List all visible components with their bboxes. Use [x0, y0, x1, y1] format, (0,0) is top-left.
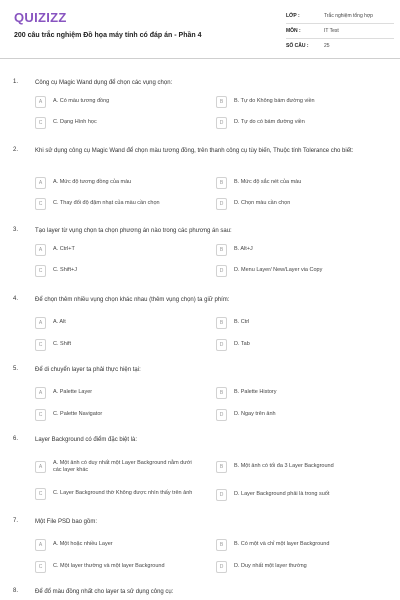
option-c[interactable]: [35, 408, 210, 421]
option-letter: D: [216, 409, 227, 421]
meta-label: MÔN :: [286, 28, 301, 34]
question-number: 6.: [13, 436, 19, 442]
option-letter: C: [35, 265, 46, 277]
option-letter: D: [216, 265, 227, 277]
option-d[interactable]: [216, 116, 391, 129]
option-text: B. Một ảnh có tối đa 3 Layer Background: [234, 463, 334, 469]
option-letter: C: [35, 339, 46, 351]
meta-row-count: [286, 39, 394, 53]
option-b[interactable]: [216, 460, 391, 473]
question-number: 7.: [13, 518, 19, 524]
option-a[interactable]: [35, 95, 210, 108]
option-letter: A: [35, 244, 46, 256]
option-c[interactable]: [35, 197, 210, 210]
option-text: C. Layer Background thờ Không được nhìn thấy trên ảnh: [53, 490, 193, 496]
page-header: [0, 0, 400, 59]
option-text: A. Có màu tương đồng: [53, 98, 110, 104]
meta-value: 25: [324, 43, 330, 49]
option-letter: A: [35, 177, 46, 189]
option-text: C. Shift+J: [53, 267, 77, 273]
meta-row-class: [286, 9, 394, 24]
question-number: 8.: [13, 588, 19, 594]
option-d[interactable]: [216, 408, 391, 421]
option-letter: B: [216, 461, 227, 473]
option-letter: B: [216, 177, 227, 189]
option-text: A. Mức độ tương đồng của màu: [53, 179, 132, 185]
option-text: A. Ctrl+T: [53, 246, 75, 252]
option-text: C. Dạng Hình học: [53, 119, 97, 125]
option-text: B. Mức độ sắc nét của màu: [234, 179, 302, 185]
option-letter: B: [216, 387, 227, 399]
option-text: D. Ngay trên ảnh: [234, 411, 276, 417]
question-text: Để di chuyển layer ta phải thực hiện tại:: [35, 367, 141, 373]
option-letter: C: [35, 117, 46, 129]
option-letter: B: [216, 317, 227, 329]
option-letter: C: [35, 198, 46, 210]
option-a[interactable]: [35, 458, 210, 475]
question-text: Khi sử dụng công cụ Magic Wand để chọn màu tương đồng, trên thanh công cụ tùy biến, Thuộc tính Tolerance cho biết:: [35, 148, 354, 154]
option-text: B. Có một và chỉ một layer Background: [234, 541, 330, 547]
option-text: B. Alt+J: [234, 246, 253, 252]
option-c[interactable]: [35, 338, 210, 351]
option-a[interactable]: [35, 176, 210, 189]
option-text: C. Palette Navigator: [53, 411, 103, 417]
option-letter: B: [216, 96, 227, 108]
option-letter: D: [216, 198, 227, 210]
option-letter: B: [216, 244, 227, 256]
option-text: A. Palette Layer: [53, 389, 93, 395]
option-a[interactable]: [35, 316, 210, 329]
question-number: 3.: [13, 227, 19, 233]
option-text: D. Chọn màu cần chọn: [234, 200, 291, 206]
question-number: 5.: [13, 366, 19, 372]
option-text: D. Tab: [234, 341, 250, 347]
option-letter: D: [216, 489, 227, 501]
question-text: Layer Background có điểm đặc biệt là:: [35, 437, 138, 443]
option-d[interactable]: [216, 338, 391, 351]
option-b[interactable]: [216, 316, 391, 329]
option-letter: A: [35, 461, 46, 473]
option-letter: C: [35, 561, 46, 573]
option-b[interactable]: [216, 538, 391, 551]
document-title: 200 câu trắc nghiệm Đồ họa máy tính có đáp án - Phần 4: [14, 32, 202, 39]
question-text: Tạo layer từ vụng chọn ta chọn phương án nào trong các phương án sau:: [35, 228, 232, 234]
option-text: A. Một hoặc nhiều Layer: [53, 541, 113, 547]
option-text: D. Tự do có bám đường viền: [234, 119, 305, 125]
option-text: B. Palette History: [234, 389, 277, 395]
option-d[interactable]: [216, 264, 391, 277]
option-letter: D: [216, 339, 227, 351]
option-text: A. Alt: [53, 319, 66, 325]
option-letter: C: [35, 488, 46, 500]
question-text: Một File PSD bao gồm:: [35, 519, 98, 525]
option-letter: C: [35, 409, 46, 421]
option-text: D. Menu Layer/ New/Layer via Copy: [234, 267, 323, 273]
question-text: Để đổ màu đồng nhất cho layer ta sử dụng công cụ:: [35, 589, 174, 595]
option-b[interactable]: [216, 243, 391, 256]
option-a[interactable]: [35, 243, 210, 256]
option-text: B. Tự do Không bám đường viền: [234, 98, 315, 104]
question-text: Để chọn thêm nhiều vụng chọn khác nhau (thêm vụng chọn) ta giữ phím:: [35, 297, 230, 303]
meta-value: Trắc nghiệm tổng hợp: [324, 13, 373, 19]
option-text: C. Thay đổi độ đậm nhạt của màu cần chọn: [53, 200, 160, 206]
option-letter: A: [35, 317, 46, 329]
option-letter: A: [35, 539, 46, 551]
option-d[interactable]: [216, 488, 391, 501]
option-b[interactable]: [216, 176, 391, 189]
meta-value: IT Test: [324, 28, 339, 34]
option-letter: A: [35, 96, 46, 108]
question-number: 1.: [13, 79, 19, 85]
option-letter: A: [35, 387, 46, 399]
option-b[interactable]: [216, 95, 391, 108]
option-c[interactable]: [35, 560, 210, 573]
quizizz-logo: QUIZIZZ: [14, 10, 67, 25]
option-letter: D: [216, 561, 227, 573]
meta-label: SỐ CÂU :: [286, 43, 309, 49]
option-text: D. Duy nhất một layer thường: [234, 563, 307, 569]
option-text: B. Ctrl: [234, 319, 250, 325]
option-a[interactable]: [35, 538, 210, 551]
option-b[interactable]: [216, 386, 391, 399]
option-c[interactable]: [35, 485, 210, 502]
option-d[interactable]: [216, 197, 391, 210]
option-text: C. Shift: [53, 341, 72, 347]
option-text: A. Một ảnh có duy nhất một Layer Background nằm dưới các layer khác: [53, 459, 192, 473]
option-d[interactable]: [216, 560, 391, 573]
question-text: Công cụ Magic Wand dụng để chọn các vụng chọn:: [35, 80, 173, 86]
meta-label: LỚP :: [286, 13, 300, 19]
option-c[interactable]: [35, 116, 210, 129]
option-text: C. Một layer thường và một layer Background: [53, 563, 165, 569]
option-letter: D: [216, 117, 227, 129]
document-meta-table: [286, 9, 394, 53]
question-number: 2.: [13, 147, 19, 153]
option-c[interactable]: [35, 264, 210, 277]
option-text: D. Layer Background phải là trong suốt: [234, 491, 330, 497]
question-number: 4.: [13, 296, 19, 302]
option-a[interactable]: [35, 386, 210, 399]
option-letter: B: [216, 539, 227, 551]
meta-row-subject: [286, 24, 394, 39]
